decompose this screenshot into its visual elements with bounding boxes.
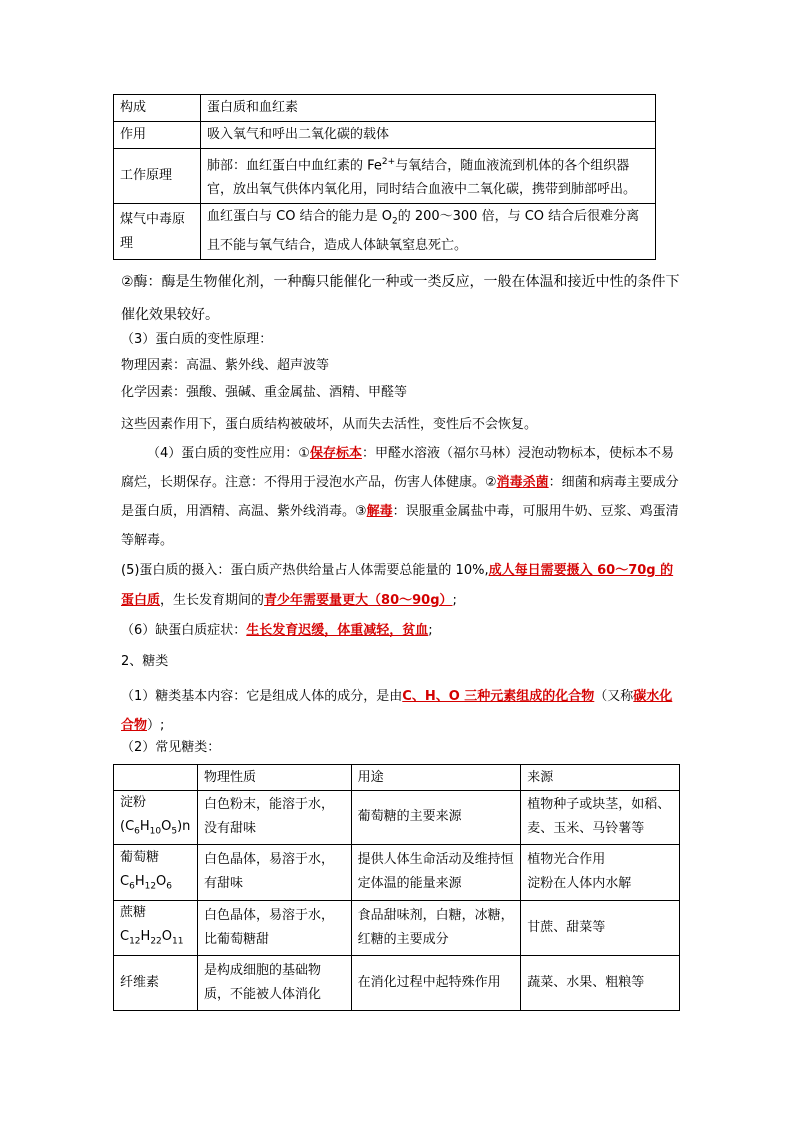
denature-title: （3）蛋白质的变性原理： xyxy=(121,332,273,347)
header-cell xyxy=(114,765,198,791)
property: 白色粉末，能溶于水，没有甜味 xyxy=(197,791,351,845)
sugar-basic: （1）糖类基本内容：它是组成人体的成分，是由C、H、O 三种元素组成的化合物（又称碳水化合物）; xyxy=(121,689,673,733)
table-row xyxy=(114,95,656,122)
sugar-name: 纤维素 xyxy=(114,955,198,1010)
table-row xyxy=(114,791,680,845)
formula: $C_6H_{12}O_6$ xyxy=(120,873,173,892)
table-row xyxy=(114,844,680,900)
formula: $(C_6H_{10}O_5)n$ xyxy=(120,819,191,837)
section-heading-sugar: 2、糖类 xyxy=(121,654,169,669)
denature-result: 这些因素作用下，蛋白质结构被破坏，从而失去活性，变性后不会恢复。 xyxy=(121,417,538,432)
denature-application: （4）蛋白质的变性应用：①保存标本：甲醛水溶液（福尔马林）浸泡动物标本，使标本不易腐烂，长期保存。注意：不得用于浸泡水产品，伤害人体健康。②消毒杀菌：细菌和病毒主要成分是蛋白质，用酒精、高温、紫外线消毒。③解毒：误服重金属盐中毒，可服用牛奶、豆浆、鸡蛋清等解毒。 xyxy=(121,446,679,548)
source: 植物光合作用 淀粉在人体内水解 xyxy=(521,844,680,900)
table-row xyxy=(114,149,656,204)
source: 蔬菜、水果、粗粮等 xyxy=(521,955,680,1010)
sugar-common: （2）常见糖类： xyxy=(121,740,221,755)
property: 白色晶体，易溶于水，比葡萄糖甜 xyxy=(197,900,351,955)
header-cell: 物理性质 xyxy=(197,765,351,791)
table-row xyxy=(114,204,656,260)
use: 食品甜味剂，白糖，冰糖，红糖的主要成分 xyxy=(351,900,521,955)
row-content: 血红蛋白与 CO 结合的能力是 $O_2$的 200～300 倍，与 CO 结合后很难分离且不能与氧气结合，造成人体缺氧窒息死亡。 xyxy=(201,204,656,260)
hemoglobin-table xyxy=(113,94,656,260)
sugar-name: 蔗糖 $C_{12}H_{22}O_{11}$ xyxy=(114,900,198,955)
protein-deficiency: （6）缺蛋白质症状：生长发育迟缓，体重减轻，贫血; xyxy=(121,623,433,638)
use: 提供人体生命活动及维持恒定体温的能量来源 xyxy=(351,844,521,900)
table-row xyxy=(114,122,656,149)
row-header: 工作原理 xyxy=(114,149,201,204)
chemical-factors: 化学因素：强酸、强碱、重金属盐、酒精、甲醛等 xyxy=(121,385,408,400)
formula: $C_{12}H_{22}O_{11}$ xyxy=(120,929,184,947)
table-row xyxy=(114,955,680,1010)
row-header: 构成 xyxy=(114,95,201,122)
row-content: 肺部：血红蛋白中血红素的 $Fe^{2+}$与氧结合，随血液流到机体的各个组织器官，放出氧气供体内氧化用，同时结合血液中二氧化碳，携带到肺部呼出。 xyxy=(201,149,656,204)
sugar-name: 葡萄糖 $C_6H_{12}O_6$ xyxy=(114,844,198,900)
row-content: 吸入氧气和呼出二氧化碳的载体 xyxy=(201,122,656,149)
physical-factors: 物理因素：高温、紫外线、超声波等 xyxy=(121,358,330,373)
table-row xyxy=(114,900,680,955)
property: 白色晶体，易溶于水，有甜味 xyxy=(197,844,351,900)
header-cell: 用途 xyxy=(351,765,521,791)
row-header: 煤气中毒原理 xyxy=(114,204,201,260)
header-cell: 来源 xyxy=(521,765,680,791)
enzyme-paragraph: ②酶：酶是生物催化剂，一种酶只能催化一种或一类反应，一般在体温和接近中性的条件下催化效果较好。 xyxy=(121,274,680,323)
sugar-name: 淀粉 $(C_6H_{10}O_5)n$ xyxy=(114,791,198,845)
sugar-table xyxy=(113,764,680,1011)
source: 植物种子或块茎，如稻、麦、玉米、马铃薯等 xyxy=(521,791,680,845)
protein-intake: (5)蛋白质的摄入：蛋白质产热供给量占人体需要总能量的 10%,成人每日需要摄入 60～70g 的蛋白质，生长发育期间的青少年需要量更大（80～90g）; xyxy=(121,563,674,608)
source: 甘蔗、甜菜等 xyxy=(521,900,680,955)
use: 葡萄糖的主要来源 xyxy=(351,791,521,845)
row-content: 蛋白质和血红素 xyxy=(201,95,656,122)
row-header: 作用 xyxy=(114,122,201,149)
use: 在消化过程中起特殊作用 xyxy=(351,955,521,1010)
property: 是构成细胞的基础物质，不能被人体消化 xyxy=(197,955,351,1010)
table-header-row xyxy=(114,765,680,791)
